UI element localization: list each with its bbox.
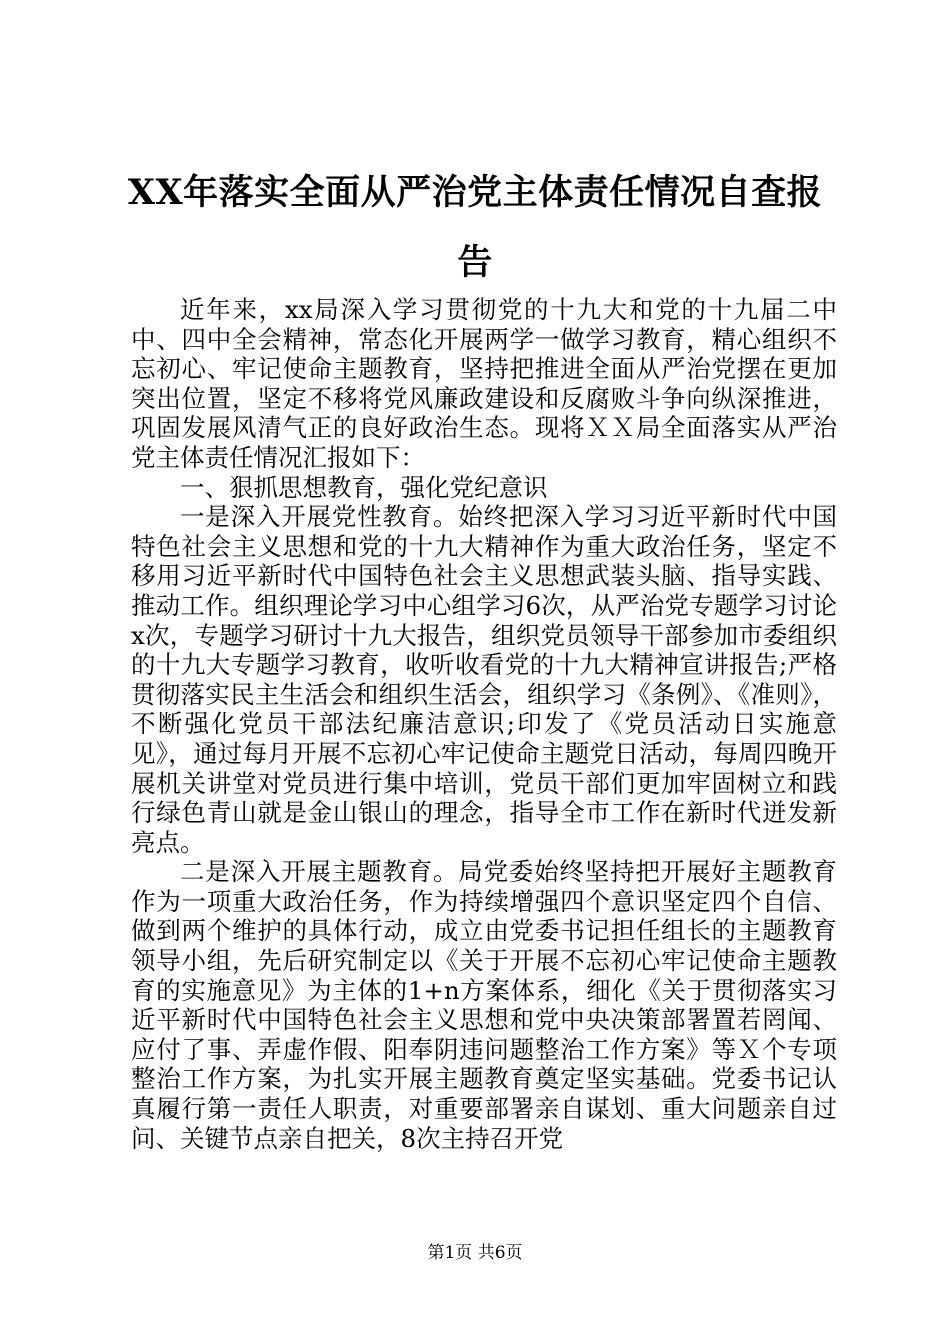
paragraph-party-education: 一是深入开展党性教育。始终把深入学习习近平新时代中国特色社会主义思想和党的十九大精神作为重大政治任务，坚定不移用习近平新时代中国特色社会主义思想武装头脑、指导实践、推动工作。组织理论学习中心组学习6次，从严治党专题学习讨论x次，专题学习研讨十九大报告，组织党员领导干部参加市委组织的十九大专题学习教育，收听收看党的十九大精神宣讲报告;严格贯彻落实民主生活会和组织生活会，组织学习《条例》、《准则》，不断强化党员干部法纪廉洁意识;印发了《党员活动日实施意见》，通过每月开展不忘初心牢记使命主题党日活动，每周四晚开展机关讲堂对党员进行集中培训，党员干部们更加牢固树立和践行绿色青山就是金山银山的理念，指导全市工作在新时代迸发新亮点。	[131, 502, 837, 857]
page-footer: 第1页 共6页	[427, 1243, 523, 1263]
page-title: XX年落实全面从严治党主体责任情况自查报告	[127, 172, 823, 283]
document-body	[131, 295, 837, 1153]
section-heading-1: 一、狠抓思想教育，强化党纪意识	[180, 472, 548, 502]
paragraph-intro: 近年来，xx局深入学习贯彻党的十九大和党的十九届二中中、四中全会精神，常态化开展两学一做学习教育，精心组织不忘初心、牢记使命主题教育，坚持把推进全面从严治党摆在更加突出位置，坚定不移将党风廉政建设和反腐败斗争向纵深推进，巩固发展风清气正的良好政治生态。现将ＸＸ局全面落实从严治党主体责任情况汇报如下：	[131, 295, 837, 472]
paragraph-theme-education: 二是深入开展主题教育。局党委始终坚持把开展好主题教育作为一项重大政治任务，作为持续增强四个意识坚定四个自信、做到两个维护的具体行动，成立由党委书记担任组长的主题教育领导小组，先后研究制定以《关于开展不忘初心牢记使命主题教育的实施意见》为主体的1+n方案体系，细化《关于贯彻落实习近平新时代中国特色社会主义思想和党中央决策部署置若罔闻、应付了事、弄虚作假、阳奉阴违问题整治工作方案》等Ｘ个专项整治工作方案，为扎实开展主题教育奠定坚实基础。党委书记认真履行第一责任人职责，对重要部署亲自谋划、重大问题亲自过问、关键节点亲自把关，8次主持召开党	[131, 857, 837, 1153]
